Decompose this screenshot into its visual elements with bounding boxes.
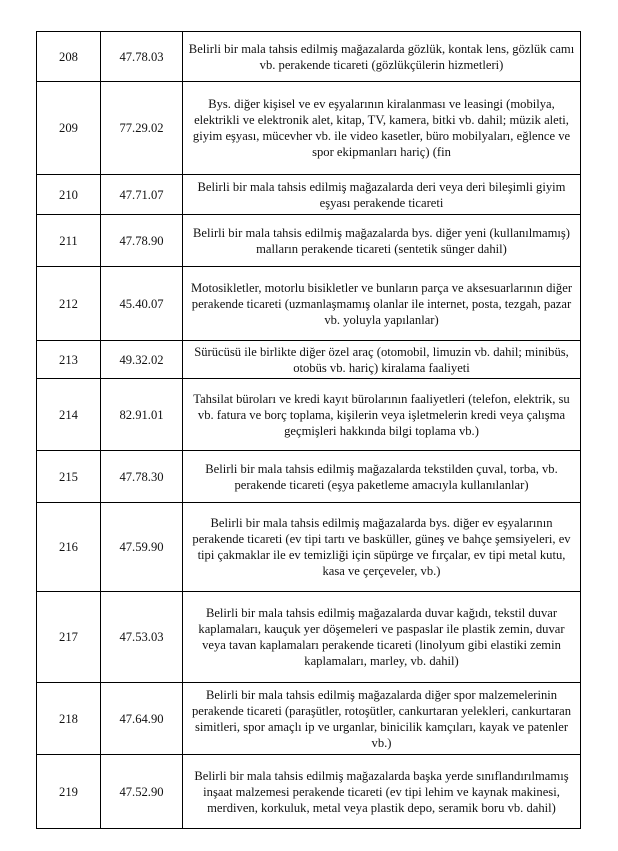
- activity-code: 77.29.02: [101, 82, 183, 175]
- table-row: [37, 503, 581, 592]
- activity-description: Sürücüsü ile birlikte diğer özel araç (otomobil, limuzin vb. dahil; minibüs, otobüs vb. hariç) kiralama faaliyeti: [183, 341, 581, 379]
- table-row: [37, 32, 581, 82]
- row-number: 208: [37, 32, 101, 82]
- activity-code: 47.78.90: [101, 215, 183, 267]
- activity-description: Belirli bir mala tahsis edilmiş mağazalarda bys. diğer ev eşyalarının perakende ticareti (ev tipi tartı ve basküller, güneş ve bahçe şemsiyeleri, ev tipi çakmaklar ile ev temizliği için süpürge ve fırçalar, ev tipi metal kutu, kasa ve çerçeveler, vb.): [183, 503, 581, 592]
- table-row: [37, 379, 581, 451]
- table-row: [37, 755, 581, 829]
- table-row: [37, 267, 581, 341]
- table-row: [37, 175, 581, 215]
- row-number: 215: [37, 451, 101, 503]
- table-row: [37, 341, 581, 379]
- row-number: 214: [37, 379, 101, 451]
- table-row: [37, 82, 581, 175]
- activity-description: Tahsilat büroları ve kredi kayıt bürolarının faaliyetleri (telefon, elektrik, su vb. fatura ve borç toplama, kişilerin veya işletmelerin kredi veya çalışma geçmişleri hakkında bilgi toplama vb.): [183, 379, 581, 451]
- row-number: 217: [37, 592, 101, 683]
- activity-description: Belirli bir mala tahsis edilmiş mağazalarda başka yerde sınıflandırılmamış inşaat malzemesi perakende ticareti (ev tipi lehim ve kaynak makinesi, merdiven, korkuluk, metal veya plastik depo, seramik boru vb. dahil): [183, 755, 581, 829]
- activity-code: 47.52.90: [101, 755, 183, 829]
- activity-description: Belirli bir mala tahsis edilmiş mağazalarda duvar kağıdı, tekstil duvar kaplamaları, kauçuk yer döşemeleri ve paspaslar ile plastik zemin, duvar veya tavan kaplamaları perakende ticareti (linolyum gibi elastiki zemin kaplamaları, marley, vb. dahil): [183, 592, 581, 683]
- activity-description: Motosikletler, motorlu bisikletler ve bunların parça ve aksesuarlarının diğer perakende ticareti (uzmanlaşmamış olanlar ile internet, posta, tezgah, pazar vb. yoluyla yapılanlar): [183, 267, 581, 341]
- activity-description: Belirli bir mala tahsis edilmiş mağazalarda bys. diğer yeni (kullanılmamış) malların perakende ticareti (sentetik sünger dahil): [183, 215, 581, 267]
- activity-description: Bys. diğer kişisel ve ev eşyalarının kiralanması ve leasingi (mobilya, elektrikli ve elektronik alet, kitap, TV, kamera, bitki vb. dahil; müzik aleti, giyim eşyası, mücevher vb. ile video kasetler, büro mobilyaları, eğlence ve spor ekipmanları hariç) (fin: [183, 82, 581, 175]
- row-number: 216: [37, 503, 101, 592]
- table-row: [37, 683, 581, 755]
- activity-code: 82.91.01: [101, 379, 183, 451]
- activity-code: 45.40.07: [101, 267, 183, 341]
- activity-code: 47.71.07: [101, 175, 183, 215]
- activity-code: 47.64.90: [101, 683, 183, 755]
- activity-code: 47.59.90: [101, 503, 183, 592]
- table-row: [37, 592, 581, 683]
- table-row: [37, 451, 581, 503]
- table-row: [37, 215, 581, 267]
- activity-description: Belirli bir mala tahsis edilmiş mağazalarda gözlük, kontak lens, gözlük camı vb. perakende ticareti (gözlükçülerin hizmetleri): [183, 32, 581, 82]
- activity-code-table: [36, 31, 581, 829]
- activity-description: Belirli bir mala tahsis edilmiş mağazalarda deri veya deri bileşimli giyim eşyası perakende ticareti: [183, 175, 581, 215]
- row-number: 218: [37, 683, 101, 755]
- activity-description: Belirli bir mala tahsis edilmiş mağazalarda tekstilden çuval, torba, vb. perakende ticareti (eşya paketleme amacıyla kullanılanlar): [183, 451, 581, 503]
- row-number: 219: [37, 755, 101, 829]
- row-number: 211: [37, 215, 101, 267]
- row-number: 209: [37, 82, 101, 175]
- activity-description: Belirli bir mala tahsis edilmiş mağazalarda diğer spor malzemelerinin perakende ticareti (paraşütler, rotoşütler, cankurtaran yelekleri, cankurtaran simitleri, spor amaçlı ip ve urganlar, binicilik kamçıları, kayak ve patenler vb.): [183, 683, 581, 755]
- activity-code: 47.78.30: [101, 451, 183, 503]
- row-number: 213: [37, 341, 101, 379]
- row-number: 210: [37, 175, 101, 215]
- activity-code: 49.32.02: [101, 341, 183, 379]
- activity-code: 47.78.03: [101, 32, 183, 82]
- activity-code: 47.53.03: [101, 592, 183, 683]
- row-number: 212: [37, 267, 101, 341]
